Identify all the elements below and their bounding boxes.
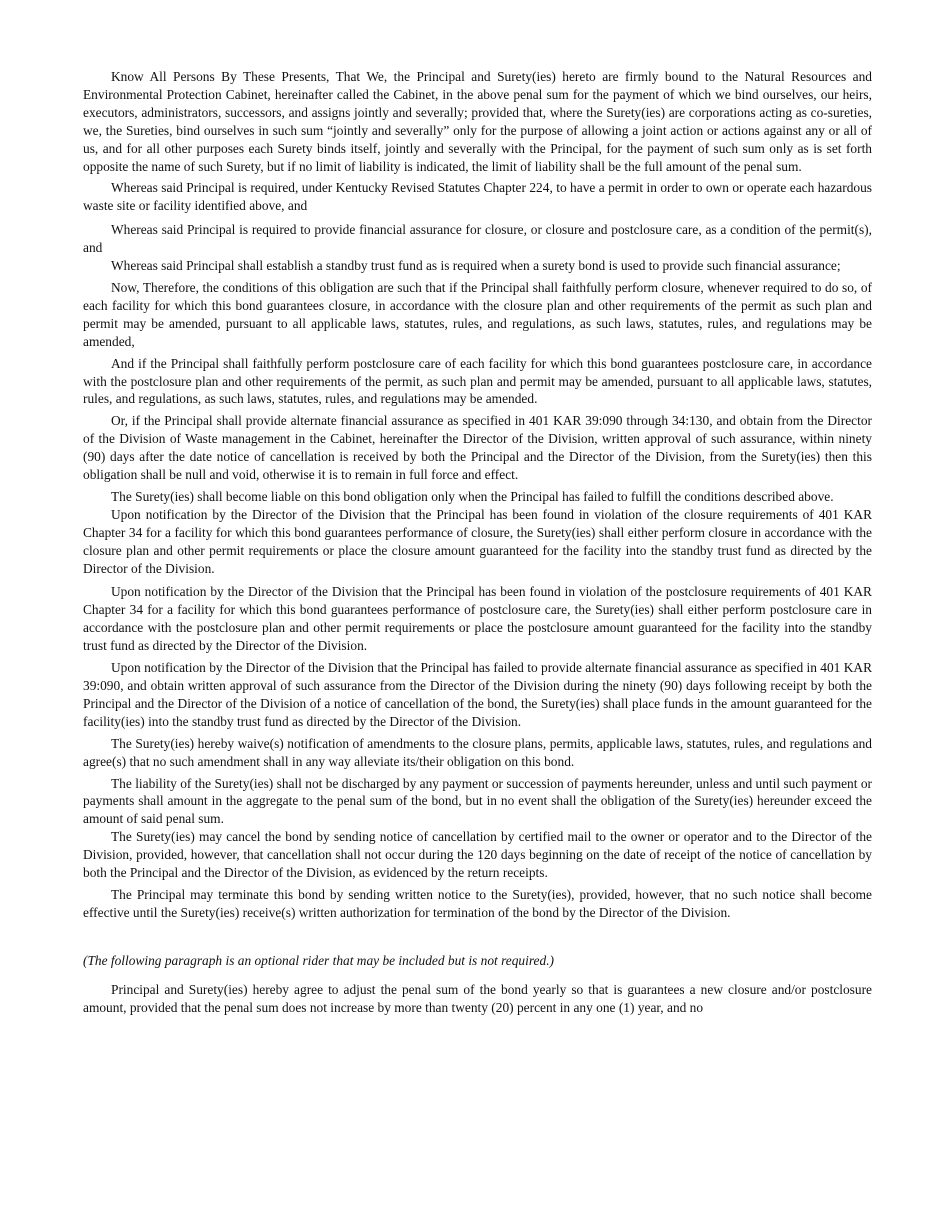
- paragraph-waive-notification: The Surety(ies) hereby waive(s) notification of amendments to the closure plans, permits, applicable laws, statutes, rules, and regulations and agree(s) that no such amendment shall in any way alleviate its/their obligation on this bond.: [83, 735, 872, 769]
- paragraph-closure-violation: Upon notification by the Director of the Division that the Principal has been found in violation of the closure requirements of 401 KAR Chapter 34 for a facility for which this bond guarantees performance of closure, the Surety(ies) shall either perform closure in accordance with the closure plan and other permit requirements or place the closure amount guaranteed for the facility into the standby trust fund as directed by the Director of the Division.: [83, 506, 872, 576]
- paragraph-surety-liability: The Surety(ies) shall become liable on this bond obligation only when the Principal has failed to fulfill the conditions described above.: [111, 488, 834, 504]
- paragraph-know-all-persons: Know All Persons By These Presents, That We, the Principal and Surety(ies) hereto are firmly bound to the Natural Resources and Environmental Protection Cabinet, hereinafter called the Cabinet, in the above penal sum for the payment of which we bind ourselves, our heirs, executors, administrators, successors, and assigns jointly and severally; provided that, where the Surety(ies) are corporations acting as co-sureties, we, the Sureties, bind ourselves in such sum “jointly and severally” only for the purpose of allowing a joint action or actions against any or all of us, and for all other purposes each Surety binds itself, jointly and severally with the Principal, for the payment of such sum only as is set forth opposite the name of such Surety, but if no limit of liability is indicated, the limit of liability shall be the full amount of the penal sum.: [83, 69, 872, 174]
- paragraph-surety-cancel: The Surety(ies) may cancel the bond by sending notice of cancellation by certified mail to the owner or operator and to the Director of the Division, provided, however, that cancellation shall not occur during the 120 days beginning on the date of receipt of the notice of cancellation by both the Principal and the Director of the Division, as evidenced by the return receipts.: [83, 829, 872, 881]
- paragraph-rider: Principal and Surety(ies) hereby agree to adjust the penal sum of the bond yearly so that is guarantees a new closure and/or postclosure amount, provided that the penal sum does not increase by more than twenty (20) percent in any one (1) year, and no: [83, 981, 872, 1015]
- paragraph-postclosure-violation: Upon notification by the Director of the Division that the Principal has been found in violation of the postclosure requirements of 401 KAR Chapter 34 for a facility for which this bond guarantees performance of postclosure care, the Surety(ies) shall either perform postclosure care in accordance with the postclosure plan and other permit requirements or place the postclosure amount guaranteed for the facility into the standby trust fund as directed by the Director of the Division.: [83, 584, 872, 654]
- paragraph-whereas-permit: Whereas said Principal is required, under Kentucky Revised Statutes Chapter 224, to have a permit in order to own or operate each hazardous waste site or facility identified above, and: [83, 180, 872, 214]
- paragraph-alternate-assurance: Or, if the Principal shall provide alternate financial assurance as specified in 401 KAR 39:090 through 34:130, and obtain from the Director of the Division of Waste management in the Cabinet, hereinafter the Director of the Division, written approval of such assurance, within ninety (90) days after the date notice of cancellation is received by both the Principal and the Director of the Division, from the Surety(ies) then this obligation shall be null and void, otherwise it is to remain in full force and effect.: [83, 413, 872, 483]
- paragraph-failed-alternate-assurance: Upon notification by the Director of the Division that the Principal has failed to provide alternate financial assurance as specified in 401 KAR 39:090, and obtain written approval of such assurance from the Director of the Division during the ninety (90) days following receipt by both the Principal and the Director of the Division of a notice of cancellation of the bond, the Surety(ies) shall place funds in the amount guaranteed for the facility(ies) into the standby trust fund as directed by the Director of the Division.: [83, 660, 872, 729]
- paragraph-principal-terminate: The Principal may terminate this bond by sending written notice to the Surety(ies), provided, however, that no such notice shall become effective until the Surety(ies) receive(s) written authorization for termination of the bond by the Director of the Division.: [83, 886, 872, 920]
- paragraph-postclosure-care: And if the Principal shall faithfully perform postclosure care of each facility for which this bond guarantees postclosure care, in accordance with the postclosure plan and other requirements of the permit, as such plan and permit may be amended, pursuant to all applicable laws, statutes, rules, and regulations, as such laws, statutes, rules, and regulations may be amended.: [83, 355, 872, 407]
- paragraph-now-therefore: Now, Therefore, the conditions of this obligation are such that if the Principal shall faithfully perform closure, whenever required to do so, of each facility for which this bond guarantees closure, in accordance with the closure plan and other requirements of the permit as such plan and permit may be amended, pursuant to all applicable laws, statutes, rules, and regulations, as such laws, statutes, rules, and regulations may be amended,: [83, 279, 872, 349]
- paragraph-whereas-financial-assurance: Whereas said Principal is required to provide financial assurance for closure, or closure and postclosure care, as a condition of the permit(s), and: [83, 222, 872, 256]
- optional-rider-note: (The following paragraph is an optional rider that may be included but is not required.): [83, 952, 555, 968]
- paragraph-liability-discharge: The liability of the Surety(ies) shall not be discharged by any payment or succession of payments hereunder, unless and until such payment or payments shall amount in the aggregate to the penal sum of the bond, but in no event shall the obligation of the Surety(ies) hereunder exceed the amount of said penal sum.: [83, 775, 872, 827]
- paragraph-whereas-standby-trust: Whereas said Principal shall establish a standby trust fund as is required when a surety bond is used to provide such financial assurance;: [111, 258, 841, 274]
